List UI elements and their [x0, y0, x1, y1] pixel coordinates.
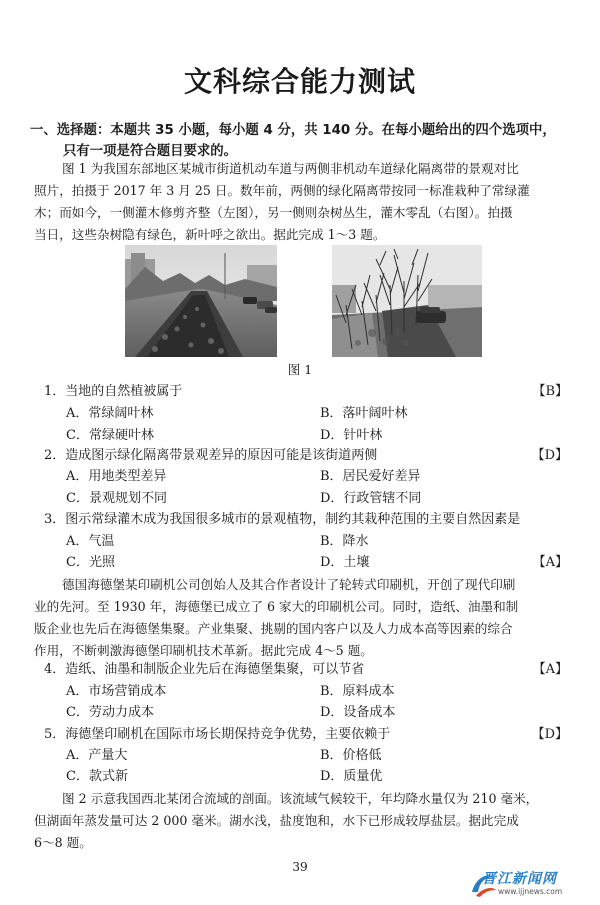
- question-5-option-c: C．款式新: [66, 769, 128, 784]
- question-1-answer: 【B】: [532, 384, 568, 399]
- question-2-option-c: C．景观规划不同: [66, 491, 167, 506]
- question-4-option-b: B．原料成本: [320, 684, 395, 699]
- question-5-stem: 5．海德堡印刷机在国际市场长期保持竞争优势，主要依赖于: [44, 727, 391, 742]
- question-5-option-d: D．质量优: [320, 769, 383, 784]
- question-1-stem: 1．当地的自然植被属于: [44, 384, 183, 399]
- question-2-option-d: D．行政管辖不同: [320, 491, 422, 506]
- question-1-option-a: A．常绿阔叶林: [66, 406, 154, 421]
- passage-2-line-1: 德国海德堡某印刷机公司创始人及其合作者设计了轮转式印刷机，开创了现代印刷: [62, 577, 516, 592]
- question-4-option-c: C．劳动力成本: [66, 705, 154, 720]
- photo-right-messy-trees: [332, 245, 482, 357]
- passage-2: [34, 574, 568, 662]
- figure-caption: 图 1: [287, 362, 313, 377]
- question-4-option-d: D．设备成本: [320, 705, 396, 720]
- question-1-option-b: B．落叶阔叶林: [320, 406, 408, 421]
- question-1-option-d: D．针叶林: [320, 428, 383, 443]
- question-2-stem: 2．造成图示绿化隔离带景观差异的原因可能是该街道两侧: [44, 448, 378, 463]
- watermark-url: www.ijjnews.com: [498, 887, 563, 896]
- passage-3-line-2: 但湖面年蒸发量可达 2 000 毫米。湖水浅，盐度饱和，水下已形成较厚盐层。据此完成: [34, 813, 519, 828]
- passage-1: [34, 158, 568, 246]
- section-line-2: 只有一项是符合题目要求的。: [63, 144, 238, 159]
- page-title: 文科综合能力测试: [183, 65, 416, 98]
- passage-3-line-3: 6～8 题。: [34, 835, 92, 850]
- passage-1-line-1: 图 1 为我国东部地区某城市街道机动车道与两侧非机动车道绿化隔离带的景观对比: [62, 161, 519, 176]
- passage-2-line-2: 业的先河。至 1930 年，海德堡已成立了 6 家大的印刷机公司。同时，造纸、油墨和制: [34, 599, 519, 614]
- question-2-option-b: B．居民爱好差异: [320, 469, 421, 484]
- question-4-stem: 4．造纸、油墨和制版企业先后在海德堡集聚，可以节省: [44, 662, 365, 677]
- passage-2-line-4: 作用，不断刺激海德堡印刷机技术革新。据此完成 4～5 题。: [34, 643, 373, 658]
- question-3-stem: 3．图示常绿灌木成为我国很多城市的景观植物，制约其栽种范围的主要自然因素是: [44, 512, 521, 527]
- passage-3: [34, 788, 568, 854]
- question-3-option-b: B．降水: [320, 534, 369, 549]
- passage-2-line-3: 版企业也先后在海德堡集聚。产业集聚、挑剔的国内客户以及人力成本高等因素的综合: [34, 621, 513, 636]
- question-1-option-c: C．常绿硬叶林: [66, 428, 154, 443]
- photo-left-trimmed-hedge: [125, 245, 277, 357]
- watermark-brand: 晋江新闻网: [482, 871, 557, 887]
- question-2-option-a: A．用地类型差异: [66, 469, 167, 484]
- question-3-option-a: A．气温: [66, 534, 115, 549]
- question-3-option-c: C．光照: [66, 555, 115, 570]
- question-4-option-a: A．市场营销成本: [66, 684, 167, 699]
- passage-3-line-1: 图 2 示意我国西北某闭合流域的剖面。该流域气候较干，年均降水量仅为 210 毫米，: [62, 791, 539, 806]
- passage-1-line-2: 照片，拍摄于 2017 年 3 月 25 日。数年前，两侧的绿化隔离带按同一标准栽种了常绿灌: [34, 183, 530, 198]
- section-heading: [30, 120, 570, 162]
- question-5-option-a: A．产量大: [66, 748, 128, 763]
- passage-1-line-4: 当日，这些杂树隐有绿色，新叶呼之欲出。据此完成 1～3 题。: [34, 227, 386, 242]
- page-number: 39: [292, 860, 308, 874]
- question-5-answer: 【D】: [531, 727, 568, 742]
- question-5-option-b: B．价格低: [320, 748, 382, 763]
- question-4-answer: 【A】: [532, 662, 568, 677]
- question-3-answer: 【A】: [532, 555, 568, 570]
- watermark-logo: [468, 868, 578, 900]
- passage-1-line-3: 木；而如今，一侧灌木修剪齐整（左图），另一侧则杂树丛生，灌木零乱（右图）。拍摄: [34, 205, 513, 220]
- question-2-answer: 【D】: [531, 448, 568, 463]
- question-3-option-d: D．土壤: [320, 555, 370, 570]
- section-line-1: 一、选择题：本题共 35 小题，每小题 4 分，共 140 分。在每小题给出的四个选项中，: [30, 123, 556, 138]
